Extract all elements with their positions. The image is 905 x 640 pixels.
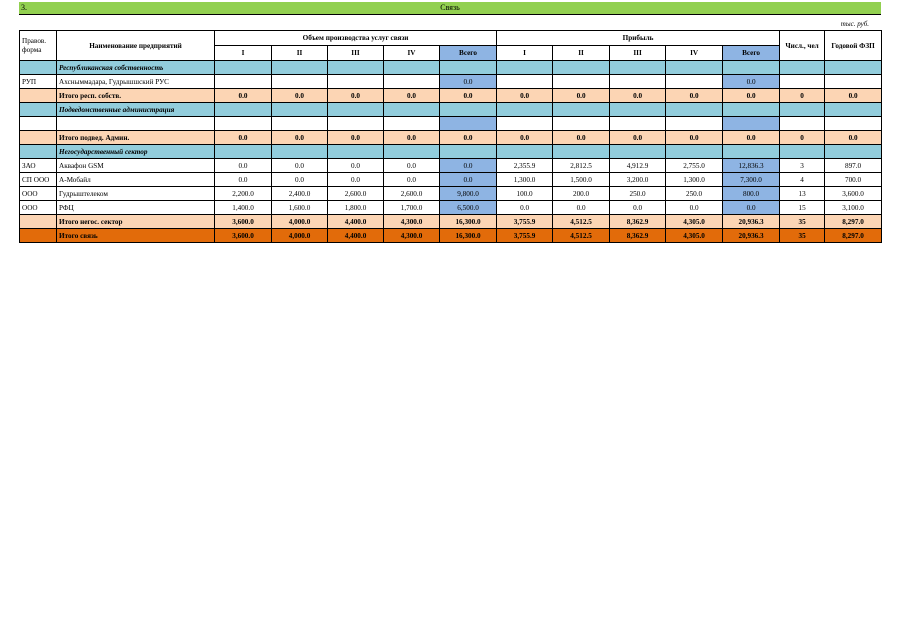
header-profit-q2: II (553, 46, 610, 61)
row-vol-total: 0.0 (440, 75, 497, 89)
cell: 0 (780, 89, 825, 103)
row-name: А-Мобайл (57, 173, 215, 187)
row-form: РУП (20, 75, 57, 89)
table-row-empty (20, 117, 882, 131)
header-employees: Числ., чел (780, 31, 825, 61)
header-vol-q4: IV (384, 46, 440, 61)
cell: 2,600.0 (328, 187, 384, 201)
cell: 4,512.5 (553, 229, 610, 243)
section-label: Подведомственные администрация (57, 103, 215, 117)
cell: 0.0 (215, 159, 272, 173)
subtotal-row-private (20, 215, 882, 229)
header-row (20, 31, 882, 46)
cell: 0.0 (272, 173, 328, 187)
subtotal-row-republic (20, 89, 882, 103)
cell: 13 (780, 187, 825, 201)
section-label: Негосударственный сектор (57, 145, 215, 159)
row-name: Аквафон GSM (57, 159, 215, 173)
cell: 0.0 (440, 89, 497, 103)
cell: 0.0 (723, 201, 780, 215)
cell: 0.0 (215, 89, 272, 103)
cell: 0.0 (328, 89, 384, 103)
cell: 4,512.5 (553, 215, 610, 229)
header-vol-q2: II (272, 46, 328, 61)
cell: 3 (780, 159, 825, 173)
cell: 8,297.0 (825, 229, 882, 243)
cell: 0.0 (666, 201, 723, 215)
subtotal-label: Итого негос. сектор (57, 215, 215, 229)
cell: 0.0 (610, 201, 666, 215)
cell: 800.0 (723, 187, 780, 201)
subtotal-row-admin (20, 131, 882, 145)
cell: 1,300.0 (497, 173, 553, 187)
cell: 4 (780, 173, 825, 187)
cell: 0.0 (384, 89, 440, 103)
header-volume-group: Объем производства услуг связи (215, 31, 497, 46)
cell: 0.0 (666, 131, 723, 145)
cell: 2,812.5 (553, 159, 610, 173)
cell: 0.0 (272, 131, 328, 145)
grand-total-row (20, 229, 882, 243)
cell: 700.0 (825, 173, 882, 187)
cell: 2,600.0 (384, 187, 440, 201)
row-profit-total: 0.0 (723, 75, 780, 89)
header-profit-total: Всего (723, 46, 780, 61)
grand-total-label: Итого связь (57, 229, 215, 243)
cell: 4,305.0 (666, 229, 723, 243)
cell: 4,400.0 (328, 229, 384, 243)
cell: 1,800.0 (328, 201, 384, 215)
cell: 2,200.0 (215, 187, 272, 201)
cell: 35 (780, 229, 825, 243)
section-number: 3. (21, 3, 27, 12)
section-title: Связь (440, 3, 460, 12)
row-form: ООО (20, 201, 57, 215)
row-name: Ахсныммадара, Гудрышшский РУС (57, 75, 215, 89)
row-form: ООО (20, 187, 57, 201)
cell: 7,300.0 (723, 173, 780, 187)
report-sheet (19, 2, 881, 243)
cell: 8,297.0 (825, 215, 882, 229)
cell: 0.0 (384, 173, 440, 187)
cell: 1,400.0 (215, 201, 272, 215)
cell: 200.0 (553, 187, 610, 201)
cell: 0.0 (384, 159, 440, 173)
cell: 0.0 (553, 201, 610, 215)
cell: 0.0 (440, 173, 497, 187)
header-vol-total: Всего (440, 46, 497, 61)
cell: 3,755.9 (497, 215, 553, 229)
cell: 0.0 (215, 173, 272, 187)
cell: 0.0 (328, 173, 384, 187)
table-row (20, 75, 882, 89)
header-wage-fund: Годовой ФЗП (825, 31, 882, 61)
cell: 0.0 (497, 89, 553, 103)
cell: 0.0 (440, 159, 497, 173)
cell: 0.0 (272, 159, 328, 173)
row-form: СП ООО (20, 173, 57, 187)
cell: 2,400.0 (272, 187, 328, 201)
cell: 250.0 (666, 187, 723, 201)
subtotal-label: Итого респ. собств. (57, 89, 215, 103)
header-name: Наименование предприятий (57, 31, 215, 61)
cell: 0.0 (825, 89, 882, 103)
cell: 4,000.0 (272, 229, 328, 243)
cell: 1,300.0 (666, 173, 723, 187)
cell: 0.0 (328, 131, 384, 145)
header-form: Правов. форма (20, 31, 57, 61)
cell: 3,200.0 (610, 173, 666, 187)
cell: 3,600.0 (215, 229, 272, 243)
section-row-republic (20, 61, 882, 75)
cell: 4,300.0 (384, 215, 440, 229)
table-row (20, 201, 882, 215)
header-vol-q1: I (215, 46, 272, 61)
cell: 9,800.0 (440, 187, 497, 201)
cell: 4,912.9 (610, 159, 666, 173)
cell: 6,500.0 (440, 201, 497, 215)
section-row-admin (20, 103, 882, 117)
cell: 0.0 (497, 131, 553, 145)
cell: 2,755.0 (666, 159, 723, 173)
cell: 2,355.9 (497, 159, 553, 173)
cell: 1,600.0 (272, 201, 328, 215)
units-label: тыс. руб. (840, 20, 869, 28)
table-row (20, 173, 882, 187)
cell: 12,836.3 (723, 159, 780, 173)
communications-table (19, 30, 882, 243)
header-profit-q4: IV (666, 46, 723, 61)
cell: 0.0 (215, 131, 272, 145)
cell: 1,700.0 (384, 201, 440, 215)
cell: 3,600.0 (215, 215, 272, 229)
cell: 0.0 (553, 89, 610, 103)
cell: 20,936.3 (723, 229, 780, 243)
row-form: ЗАО (20, 159, 57, 173)
header-profit-q3: III (610, 46, 666, 61)
cell: 16,300.0 (440, 215, 497, 229)
cell: 250.0 (610, 187, 666, 201)
cell: 100.0 (497, 187, 553, 201)
cell: 0.0 (328, 159, 384, 173)
cell: 0.0 (384, 131, 440, 145)
cell: 0.0 (666, 89, 723, 103)
subtotal-label: Итого подвед. Админ. (57, 131, 215, 145)
cell: 0.0 (553, 131, 610, 145)
cell: 0.0 (440, 131, 497, 145)
header-profit-group: Прибыль (497, 31, 780, 46)
section-row-private (20, 145, 882, 159)
cell: 3,600.0 (825, 187, 882, 201)
cell: 0.0 (723, 131, 780, 145)
cell: 16,300.0 (440, 229, 497, 243)
table-row (20, 159, 882, 173)
section-header-bar (19, 2, 881, 15)
table-row (20, 187, 882, 201)
cell: 0.0 (610, 131, 666, 145)
cell: 8,362.9 (610, 215, 666, 229)
cell: 0.0 (610, 89, 666, 103)
cell: 8,362.9 (610, 229, 666, 243)
row-name: Гудрыштелеком (57, 187, 215, 201)
cell: 897.0 (825, 159, 882, 173)
cell: 35 (780, 215, 825, 229)
cell: 4,400.0 (328, 215, 384, 229)
header-vol-q3: III (328, 46, 384, 61)
section-label: Республиканская собственность (57, 61, 215, 75)
cell: 4,300.0 (384, 229, 440, 243)
cell: 0 (780, 131, 825, 145)
cell: 0.0 (497, 201, 553, 215)
cell: 20,936.3 (723, 215, 780, 229)
cell: 3,755.9 (497, 229, 553, 243)
cell: 0.0 (825, 131, 882, 145)
cell: 4,305.0 (666, 215, 723, 229)
cell: 1,500.0 (553, 173, 610, 187)
header-profit-q1: I (497, 46, 553, 61)
cell: 0.0 (723, 89, 780, 103)
cell: 3,100.0 (825, 201, 882, 215)
cell: 15 (780, 201, 825, 215)
cell: 4,000.0 (272, 215, 328, 229)
cell: 0.0 (272, 89, 328, 103)
row-name: РФЦ (57, 201, 215, 215)
